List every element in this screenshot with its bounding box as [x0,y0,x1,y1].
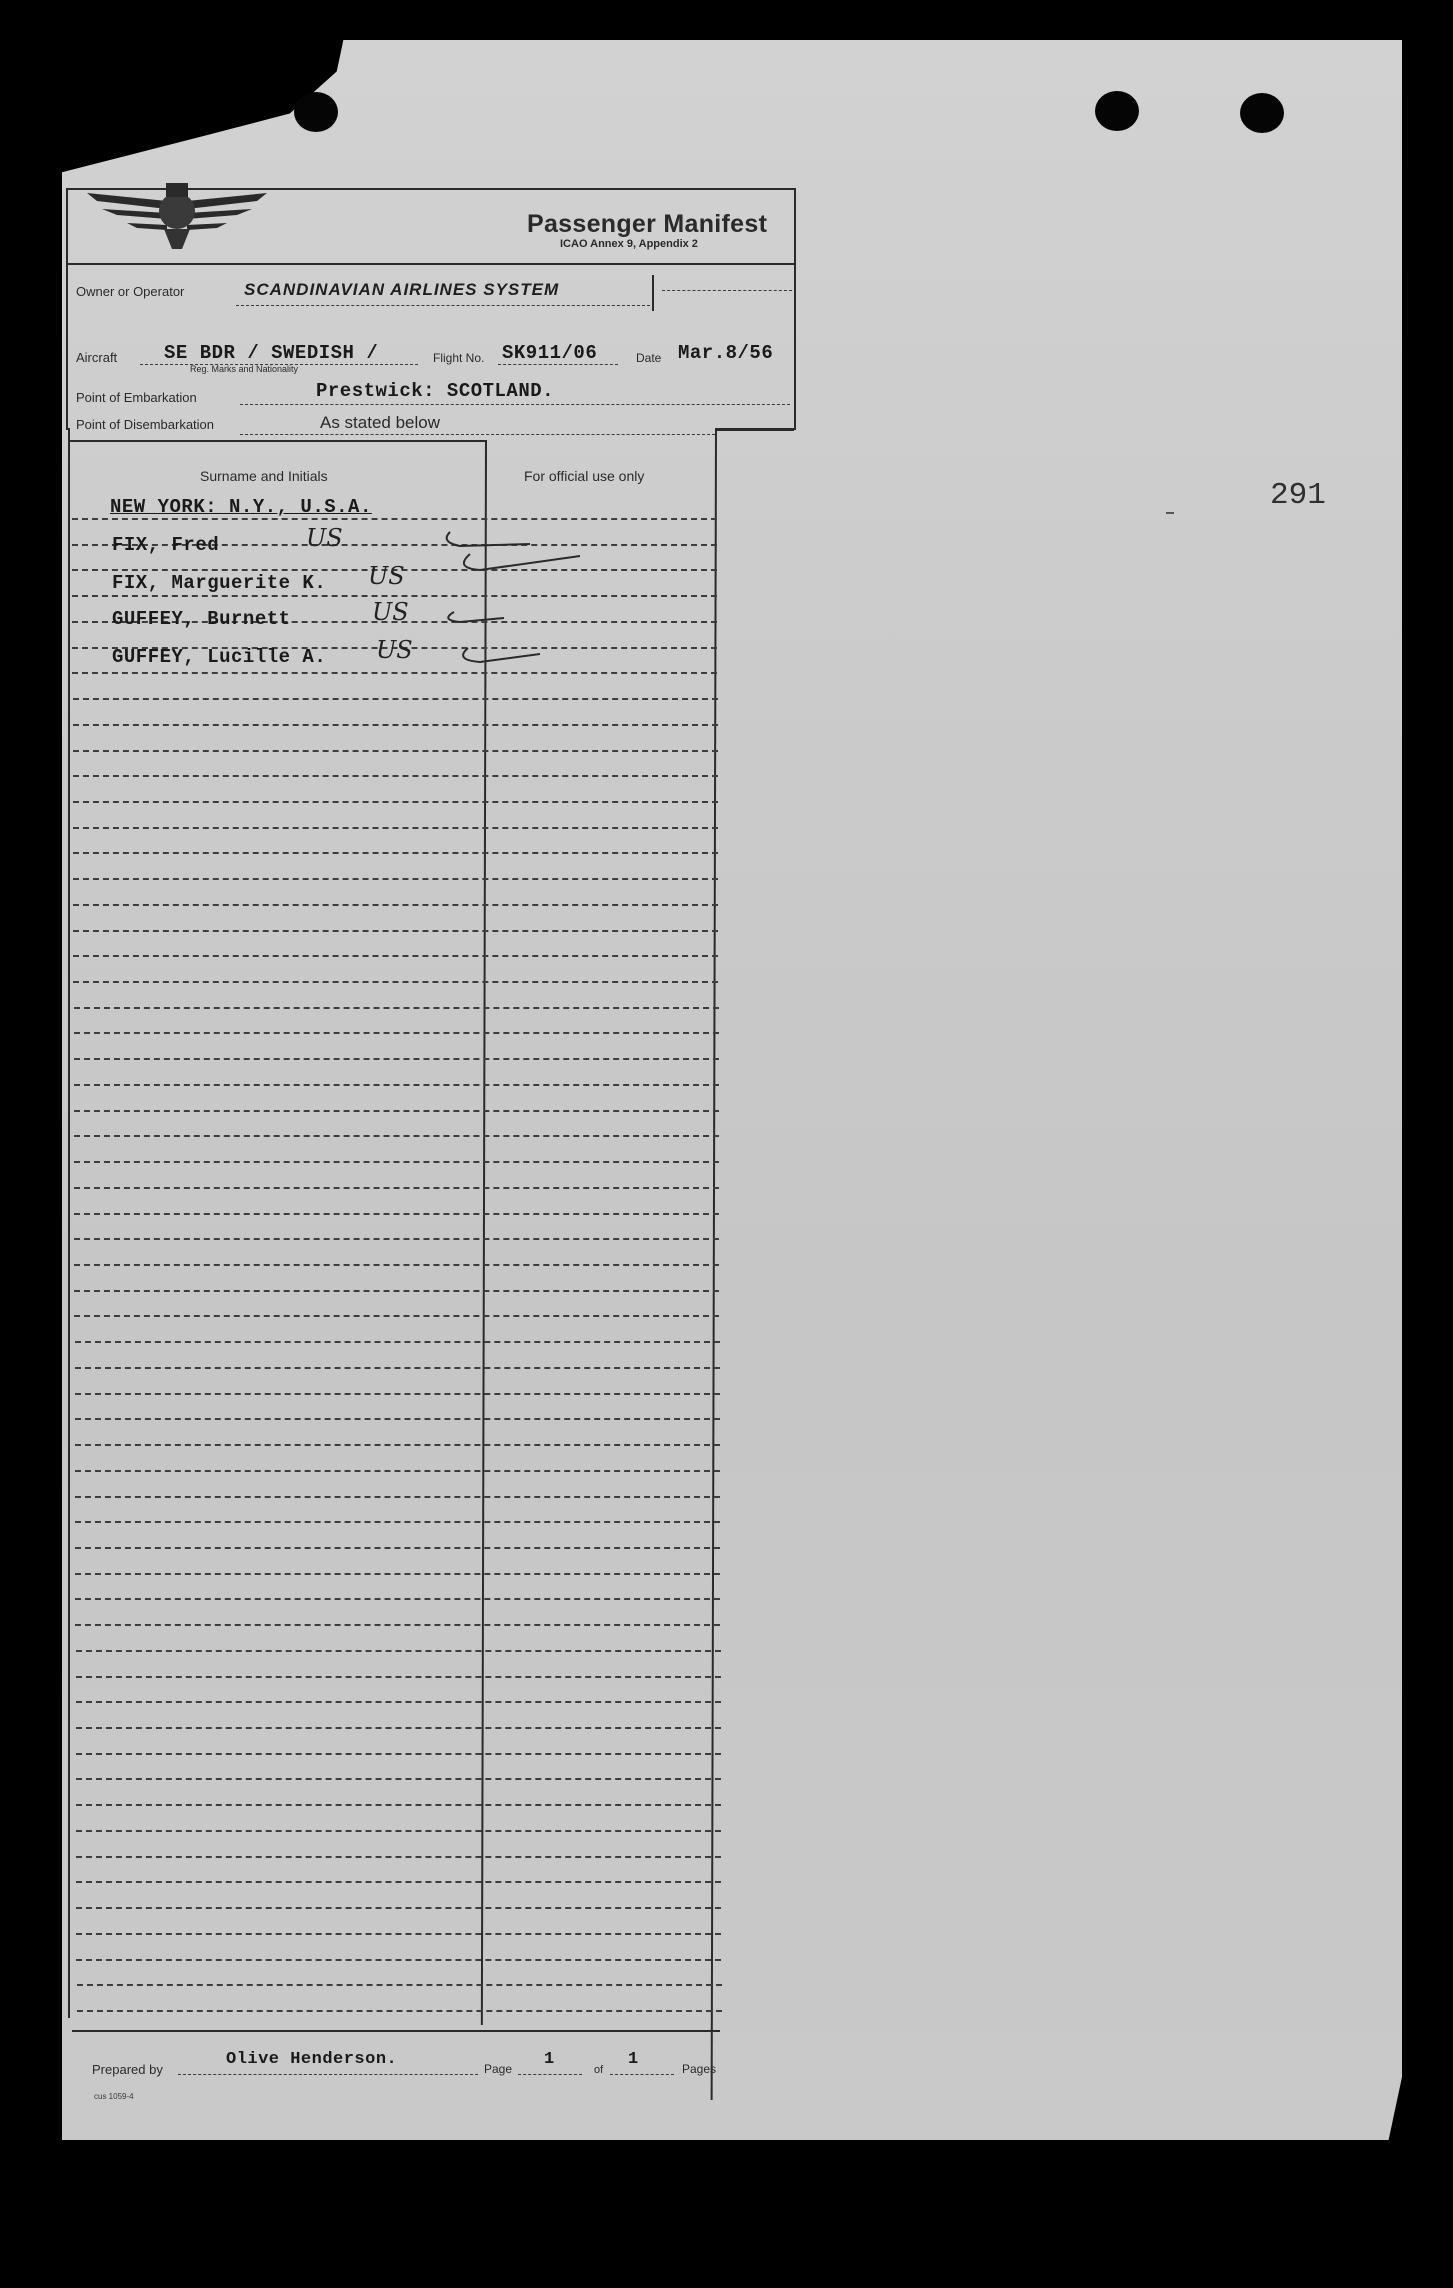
owner-value: SCANDINAVIAN AIRLINES SYSTEM [244,280,560,299]
header-divider [66,263,794,265]
table-rule [74,1110,719,1112]
table-row-nationality: US [306,524,343,552]
table-rule [73,878,718,880]
of-underline [610,2074,674,2075]
embarkation-label: Point of Embarkation [76,390,197,405]
stamp-dash [1166,512,1174,514]
table-rule [76,1856,721,1858]
table-rule [75,1598,720,1600]
table-rule [74,1238,719,1240]
page-underline [518,2074,582,2075]
prepared-by-label: Prepared by [92,2062,163,2077]
embarkation-value: Prestwick: SCOTLAND. [316,380,555,402]
table-rule [76,1933,721,1935]
aircraft-underline [140,364,418,365]
of-value: 1 [628,2050,639,2069]
table-row-nationality: US [372,598,409,626]
table-rule [73,750,718,752]
owner-label: Owner or Operator [76,284,185,299]
of-label: of [594,2064,604,2076]
embarkation-underline [240,404,790,405]
table-rule [76,1830,721,1832]
table-rule [75,1496,720,1498]
table-rule [74,1187,719,1189]
punch-hole-left [294,92,338,132]
table-rule [73,981,718,983]
aircraft-value: SE BDR / SWEDISH / [164,342,379,364]
owner-separator [652,275,654,311]
table-rule [75,1573,720,1575]
table-rule [73,827,718,829]
form-title: Passenger Manifest [527,210,768,238]
pages-label: Pages [682,2062,717,2076]
table-rule [74,1264,719,1266]
header-bottom-step [715,428,794,431]
table-rule [76,1753,721,1755]
disembarkation-value: As stated below [320,413,441,432]
table-rule [75,1521,720,1523]
table-rule [73,852,718,854]
table-rule [76,1676,721,1678]
table-rule [75,1393,720,1395]
table-rule [73,801,718,803]
table-rule [76,1881,721,1883]
table-rule [72,672,717,674]
punch-hole-middle [1095,91,1139,131]
table-rule [75,1341,720,1343]
owner-underline [236,305,650,306]
flight-value: SK911/06 [502,342,598,364]
table-top-border [70,440,485,442]
table-rule [73,930,718,932]
table-rule [73,775,718,777]
table-rule [75,1547,720,1549]
table-rule [73,955,718,957]
table-rule [76,1701,721,1703]
table-rule [75,1624,720,1626]
disembarkation-underline [240,434,715,435]
table-rule [73,904,718,906]
flight-underline [498,364,618,365]
table-rule [74,1213,719,1215]
table-rule [72,518,717,520]
punch-hole-right [1240,93,1284,133]
owner-extra-line [662,290,792,291]
aircraft-label: Aircraft [76,350,118,365]
table-rule [76,1650,721,1652]
table-rule [74,1135,719,1137]
table-row-name: GUFFEY, Burnett [112,608,291,630]
table-rule [74,1290,719,1292]
page-stamp-number: 291 [1270,478,1326,513]
table-rule [75,1444,720,1446]
table-rule [74,1058,719,1060]
table-rule [74,1032,719,1034]
flight-label: Flight No. [433,351,485,365]
table-row-nationality: US [368,562,405,590]
prepared-by-underline [178,2074,478,2075]
table-rule [74,1084,719,1086]
col-official-header: For official use only [524,468,645,484]
table-rule [75,1470,720,1472]
table-rule [74,1315,719,1317]
table-rule [74,1007,719,1009]
table-rule [76,1778,721,1780]
table-rule [75,1367,720,1369]
form-subtitle: ICAO Annex 9, Appendix 2 [560,238,698,250]
table-rule [73,698,718,700]
table-rule [72,595,717,597]
table-left-border [68,428,70,2018]
table-rule [74,1161,719,1163]
table-row-name: FIX, Marguerite K. [112,572,327,594]
table-rule [76,1907,721,1909]
destination-header-row: NEW YORK: N.Y., U.S.A. [110,496,372,518]
table-rule [73,724,718,726]
table-row-name: GUFFEY, Lucille A. [112,646,327,668]
table-rule [76,1959,721,1961]
table-rule [76,1804,721,1806]
form-code: cus 1059-4 [94,2092,134,2101]
table-rule [77,1984,722,1986]
table-row-nationality: US [376,636,413,664]
aircraft-sublabel: Reg. Marks and Nationality [190,364,299,374]
page-label: Page [484,2062,513,2076]
table-rule [75,1418,720,1420]
date-label: Date [636,351,662,365]
table-rule [76,1727,721,1729]
footer-top-border [72,2030,720,2032]
date-value: Mar.8/56 [678,342,774,364]
col-name-header: Surname and Initials [200,468,328,484]
official-check-marks [440,520,600,680]
prepared-by-value: Olive Henderson. [226,2050,398,2069]
page-value: 1 [544,2050,555,2069]
disembarkation-label: Point of Disembarkation [76,417,215,432]
winged-emblem-icon [82,175,272,255]
table-rule [77,2010,722,2012]
table-row-name: FIX, Fred [112,534,220,556]
